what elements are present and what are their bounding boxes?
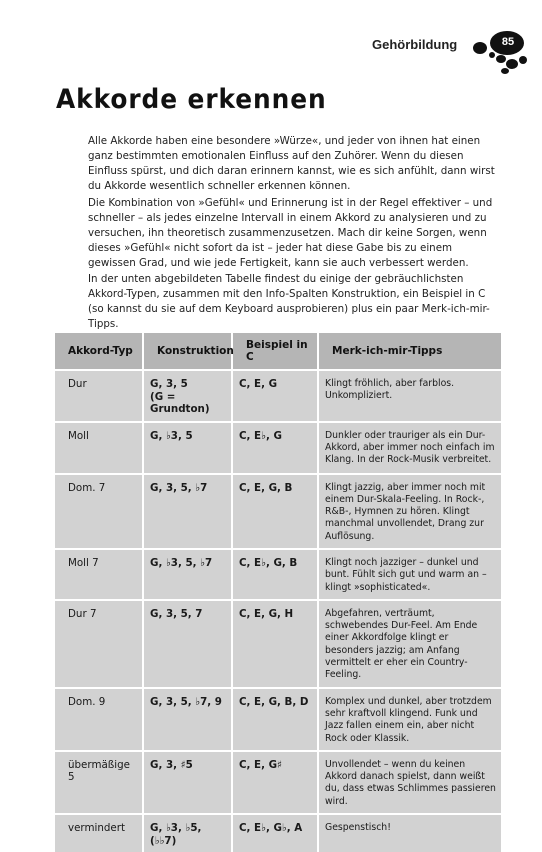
row-tip: Abgefahren, verträumt, schwebendes Dur-Feel. Am Ende einer Akkordfolge klingt er besonders jazzig; am Anfang vermittelt er eher ein Country-Feeling.	[318, 600, 501, 688]
row-chord-type: Dur	[55, 370, 143, 422]
header-tips: Merk-ich-mir-Tipps	[318, 333, 501, 370]
page-number-badge	[470, 26, 532, 76]
page-title: Akkorde erkennen	[56, 84, 327, 115]
header-construction: Konstruktion	[143, 333, 232, 370]
table-row	[55, 814, 501, 852]
row-construction: G, 3, 5, ♭7	[143, 474, 232, 549]
row-tip: Komplex und dunkel, aber trotzdem sehr kraftvoll klingend. Funk und Jazz fallen einem ein, aber nicht Rock oder Klassik.	[318, 688, 501, 751]
badge-blob-small-2	[506, 59, 518, 69]
table-row	[55, 549, 501, 600]
row-tip: Klingt noch jazziger – dunkel und bunt. Fühlt sich gut und warm an – klingt »sophisticated«.	[318, 549, 501, 600]
row-construction: G, ♭3, ♭5, (♭♭7)	[143, 814, 232, 852]
row-example: C, E, G	[232, 370, 318, 422]
intro-paragraph-2: Die Kombination von »Gefühl« und Erinnerung ist in der Regel effektiver – und schneller – als jedes einzelne Intervall in einem Akkord zu analysieren und zu versuchen, ihn theoretisch zusammenzusetzen. Mach dir keine Sorgen, wenn dieses »Gefühl« nicht sofort da ist – jeder hat diese Gabe bis zu einem gewissen Grad, und wie jede Fertigkeit, kann sie auch verbessert werden.	[88, 197, 493, 269]
badge-blob-left	[473, 42, 487, 54]
row-construction: G, 3, 5, 7	[143, 600, 232, 688]
row-example: C, E♭, G♭, A	[232, 814, 318, 852]
chord-table-container	[55, 333, 501, 852]
row-example: C, E♭, G, B	[232, 549, 318, 600]
row-example: C, E, G, B, D	[232, 688, 318, 751]
row-example: C, E, G♯	[232, 751, 318, 814]
header-example-in-c: Beispiel in C	[232, 333, 318, 370]
row-tip: Klingt fröhlich, aber farblos. Unkompliziert.	[318, 370, 501, 422]
badge-blob-small-3	[519, 56, 527, 64]
table-body	[55, 370, 501, 852]
row-chord-type: Moll	[55, 422, 143, 474]
table-row	[55, 474, 501, 549]
row-example: C, E, G, B	[232, 474, 318, 549]
badge-blob-small-4	[501, 68, 509, 74]
badge-blob-small-1	[496, 55, 506, 63]
row-chord-type: Dom. 9	[55, 688, 143, 751]
chord-table	[55, 333, 501, 852]
row-chord-type: Dur 7	[55, 600, 143, 688]
table-row	[55, 370, 501, 422]
row-tip: Gespenstisch!	[318, 814, 501, 852]
row-construction: G, 3, ♯5	[143, 751, 232, 814]
row-chord-type: Dom. 7	[55, 474, 143, 549]
table-row	[55, 600, 501, 688]
row-chord-type: Moll 7	[55, 549, 143, 600]
row-chord-type: vermindert	[55, 814, 143, 852]
table-row	[55, 422, 501, 474]
table-header-row	[55, 333, 501, 370]
intro-paragraph-3: In der unten abgebildeten Tabelle findest du einige der gebräuchlichsten Akkord-Typen, zusammen mit den Info-Spalten Konstruktion, ein Beispiel in C (so kannst du sie auf dem Keyboard ausprobieren) plus ein paar Merk-ich-mir-Tipps.	[88, 273, 490, 330]
header-chord-type: Akkord-Typ	[55, 333, 143, 370]
intro-paragraph-1: Alle Akkorde haben eine besondere »Würze«, und jeder von ihnen hat einen ganz bestimmten emotionalen Einfluss auf den Zuhörer. Wenn du diesen Einfluss spürst, und dich daran erinnern kannst, wie es sich anfühlt, dann wirst du Akkorde wesentlich schneller erkennen können.	[88, 135, 495, 192]
row-construction: G, 3, 5, ♭7, 9	[143, 688, 232, 751]
table-row	[55, 688, 501, 751]
row-construction: G, ♭3, 5, ♭7	[143, 549, 232, 600]
badge-blob-small-5	[489, 52, 495, 58]
row-tip: Klingt jazzig, aber immer noch mit einem Dur-Skala-Feeling. In Rock-, R&B-, Hymnen zu hören. Klingt manchmal unvollendet, Drang zur Auflösung.	[318, 474, 501, 549]
section-title: Gehörbildung	[372, 37, 458, 52]
row-tip: Unvollendet – wenn du keinen Akkord danach spielst, dann weißt du, dass etwas Schlimmes passieren wird.	[318, 751, 501, 814]
table-row	[55, 751, 501, 814]
row-chord-type: übermäßige 5	[55, 751, 143, 814]
row-tip: Dunkler oder trauriger als ein Dur-Akkord, aber immer noch einfach im Klang. In der Rock-Musik verbreitet.	[318, 422, 501, 474]
row-construction: G, ♭3, 5	[143, 422, 232, 474]
row-example: C, E♭, G	[232, 422, 318, 474]
page-number: 85	[501, 36, 515, 48]
row-example: C, E, G, H	[232, 600, 318, 688]
row-construction: G, 3, 5 (G = Grundton)	[143, 370, 232, 422]
